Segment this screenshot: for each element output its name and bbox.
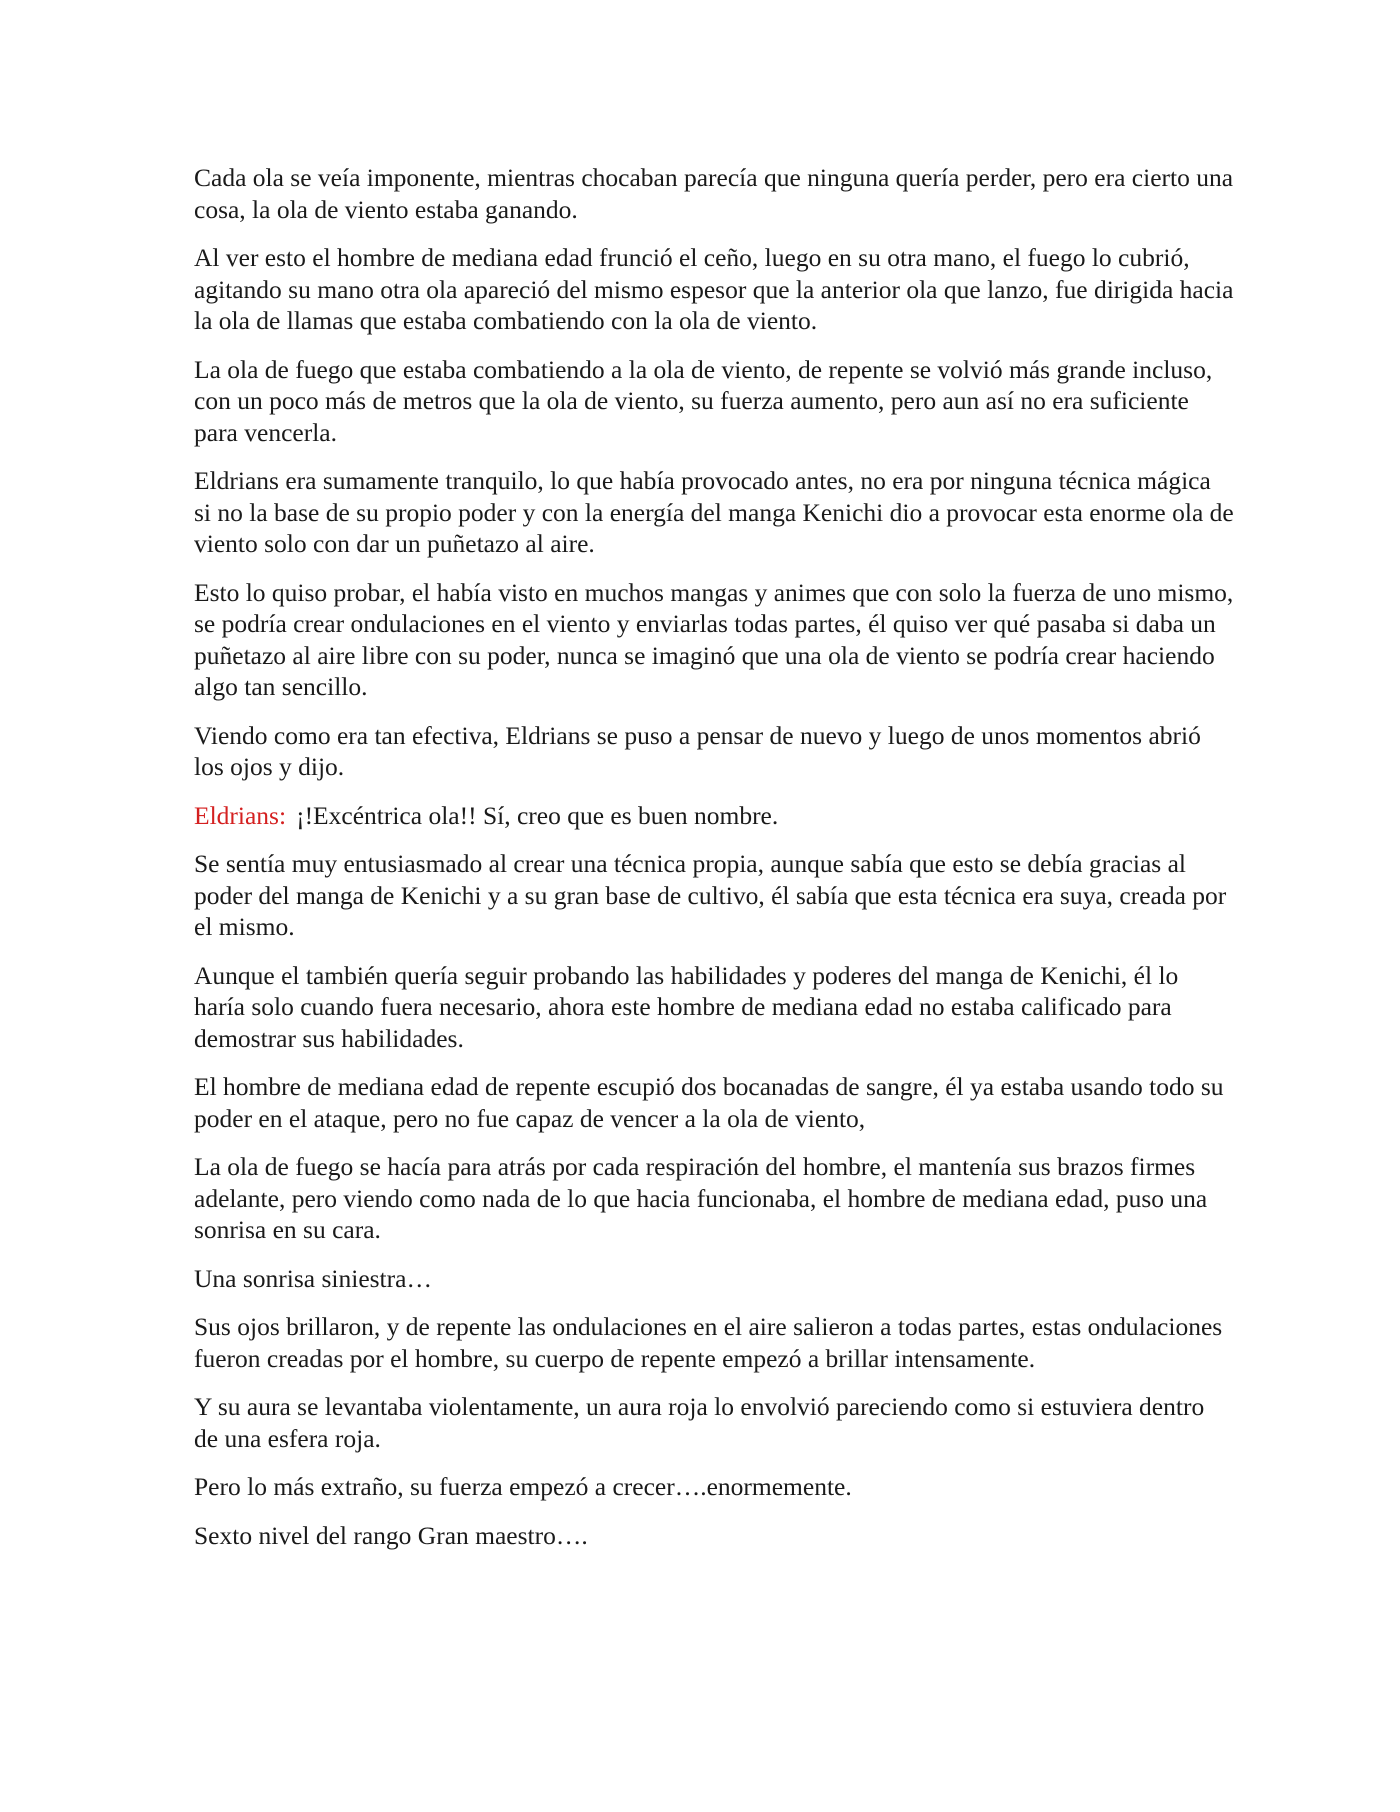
paragraph: La ola de fuego que estaba combatiendo a la ola de viento, de repente se volvió más grande incluso, con un poco más de metros que la ola de viento, su fuerza aumento, pero aun así no era suficiente para vencerla. xyxy=(194,354,1213,447)
speaker-name: Eldrians: xyxy=(194,800,287,830)
paragraph: Al ver esto el hombre de mediana edad frunció el ceño, luego en su otra mano, el fuego lo cubrió, agitando su mano otra ola apareció del mismo espesor que la anterior ola que lanzo, fue dirigida hacia la ola de llamas que estaba combatiendo con la ola de viento. xyxy=(194,243,1234,335)
paragraph: Una sonrisa siniestra… xyxy=(194,1263,432,1293)
paragraph: Aunque el también quería seguir probando las habilidades y poderes del manga de Kenichi, él lo haría solo cuando fuera necesario, ahora este hombre de mediana edad no estaba calificado para demostrar sus habilidades. xyxy=(194,960,1179,1053)
paragraph: Se sentía muy entusiasmado al crear una técnica propia, aunque sabía que esto se debía gracias al poder del manga de Kenichi y a su gran base de cultivo, él sabía que esta técnica era suya, creada por el mismo. xyxy=(194,849,1227,941)
paragraph: Esto lo quiso probar, el había visto en muchos mangas y animes que con solo la fuerza de uno mismo, se podría crear ondulaciones en el viento y enviarlas todas partes, él quiso ver qué pasaba si daba un puñetazo al aire libre con su poder, nunca se imaginó que una ola de viento se podría crear haciendo algo tan sencillo. xyxy=(194,577,1234,701)
paragraph: Y su aura se levantaba violentamente, un aura roja lo envolvió pareciendo como si estuviera dentro de una esfera roja. xyxy=(194,1392,1205,1453)
paragraph: Sus ojos brillaron, y de repente las ondulaciones en el aire salieron a todas partes, estas ondulaciones fueron creadas por el hombre, su cuerpo de repente empezó a brillar intensamente. xyxy=(194,1312,1223,1373)
paragraph: Pero lo más extraño, su fuerza empezó a crecer….enormemente. xyxy=(194,1472,852,1501)
paragraph: Sexto nivel del rango Gran maestro…. xyxy=(194,1520,588,1550)
paragraph: La ola de fuego se hacía para atrás por cada respiración del hombre, el mantenía sus brazos firmes adelante, pero viendo como nada de lo que hacia funcionaba, el hombre de mediana edad, puso una sonrisa en su cara. xyxy=(194,1152,1208,1244)
paragraph: Viendo como era tan efectiva, Eldrians se puso a pensar de nuevo y luego de unos momentos abrió los ojos y dijo. xyxy=(194,720,1201,781)
paragraph: El hombre de mediana edad de repente escupió dos bocanadas de sangre, él ya estaba usando todo su poder en el ataque, pero no fue capaz de vencer a la ola de viento, xyxy=(194,1072,1224,1133)
paragraph: Eldrians era sumamente tranquilo, lo que había provocado antes, no era por ninguna técnica mágica si no la base de su propio poder y con la energía del manga Kenichi dio a provocar esta enorme ola de viento solo con dar un puñetazo al aire. xyxy=(194,466,1234,558)
dialogue-text: ¡!Excéntrica ola!! Sí, creo que es buen nombre. xyxy=(296,800,779,830)
document-page xyxy=(194,162,1234,1568)
dialogue-line xyxy=(194,800,1234,832)
paragraph: Cada ola se veía imponente, mientras chocaban parecía que ninguna quería perder, pero era cierto una cosa, la ola de viento estaba ganando. xyxy=(194,163,1234,224)
